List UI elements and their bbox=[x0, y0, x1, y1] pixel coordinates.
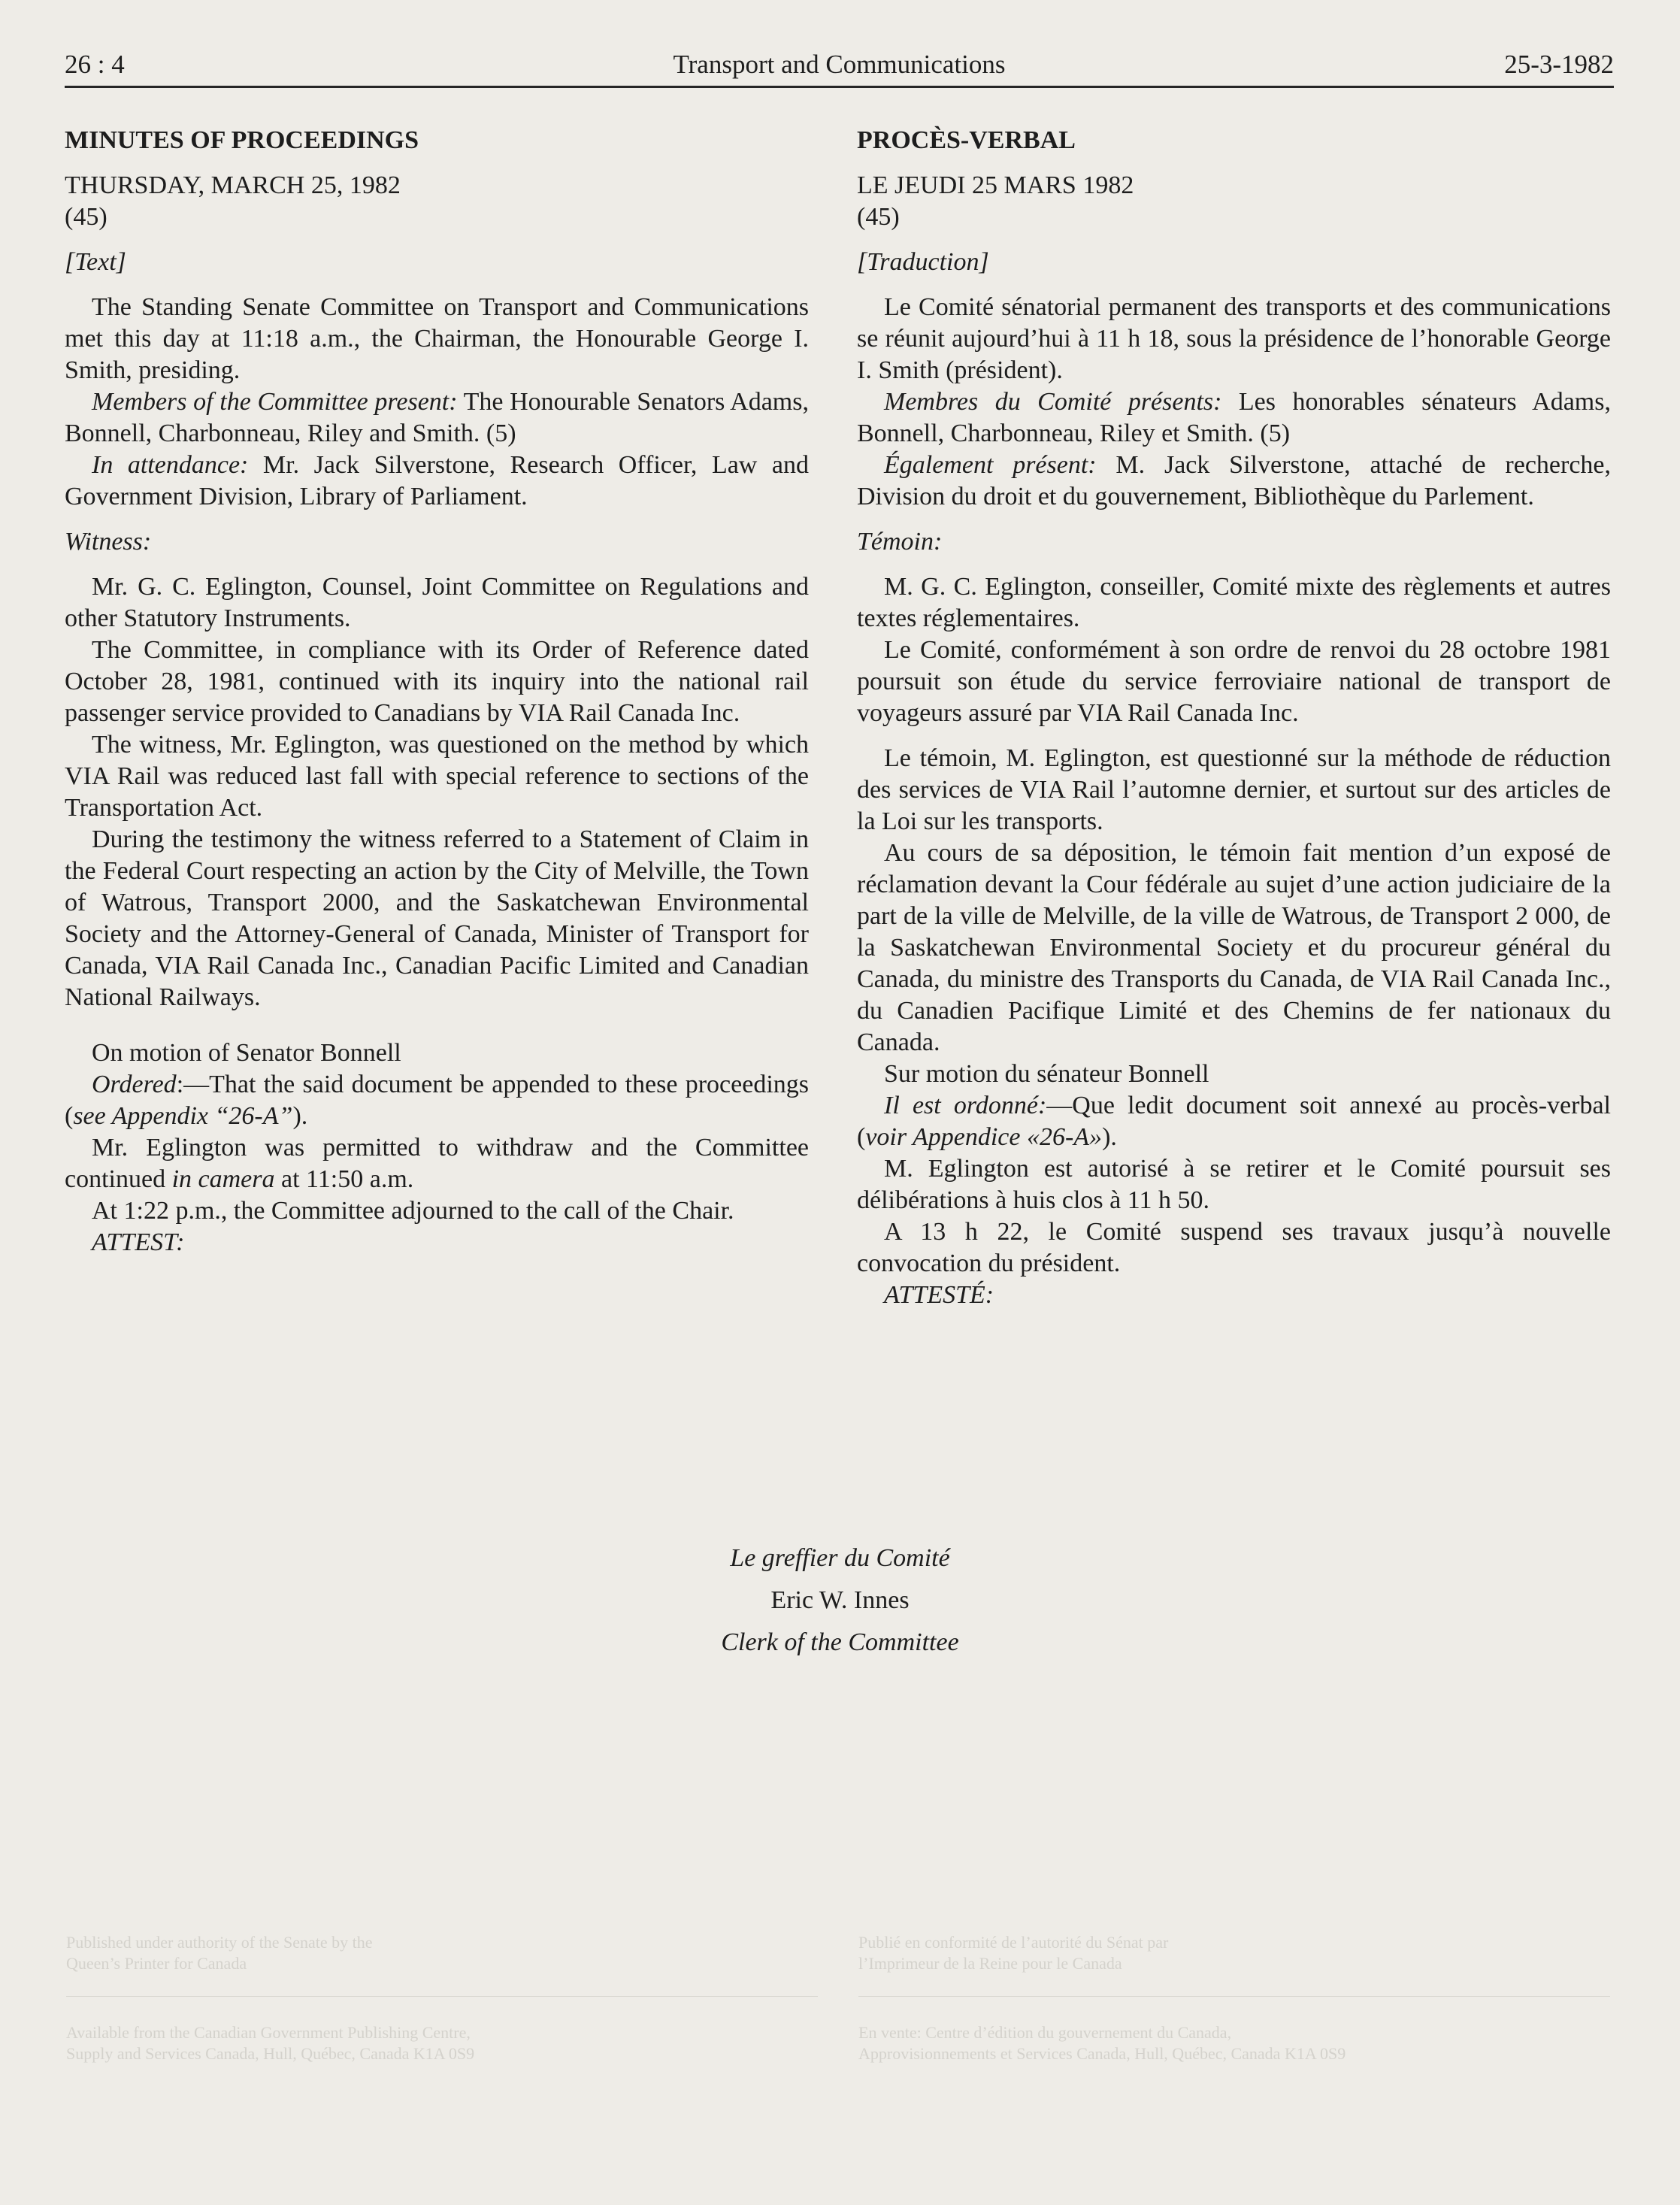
english-para-3: During the testimony the witness referred to a Statement of Claim in the Federal Court respecting an action by the City of Melville, the Town of Watrous, Transport 2000, and the Saskatchewan Environmental Society and the Attorney-General of Canada, Minister of Transport for Canada, VIA Rail Canada Inc., Canadian Pacific Limited and Canadian National Railways. bbox=[65, 825, 809, 1011]
english-witness-label: Witness: bbox=[65, 528, 152, 556]
french-withdraw: M. Eglington est autorisé à se retirer et le Comité poursuit ses délibérations à huis clos à 11 h 50. bbox=[857, 1155, 1611, 1214]
page-header bbox=[65, 44, 1614, 88]
english-withdraw bbox=[65, 1132, 809, 1195]
footer-divider bbox=[858, 1996, 1610, 1997]
footer-divider bbox=[66, 1996, 818, 1997]
english-para-1: The Committee, in compliance with its Order of Reference dated October 28, 1981, continued with its inquiry into the national rail passenger service provided to Canadians by VIA Rail Canada Inc. bbox=[65, 636, 809, 727]
english-sitting-number: (45) bbox=[65, 203, 107, 231]
english-members bbox=[65, 386, 809, 450]
english-appendix-ref: see Appendix “26-A” bbox=[73, 1102, 293, 1130]
footer-fr-line: En vente: Centre d’édition du gouvernement du Canada, bbox=[858, 2023, 1232, 2042]
english-heading: MINUTES OF PROCEEDINGS bbox=[65, 126, 419, 154]
french-column bbox=[857, 125, 1611, 1311]
clerk-title-english: Clerk of the Committee bbox=[721, 1628, 959, 1656]
english-witness-text: Mr. G. C. Eglington, Counsel, Joint Committee on Regulations and other Statutory Instruments. bbox=[65, 573, 809, 632]
english-ordered-label: Ordered bbox=[92, 1071, 177, 1098]
clerk-title-french: Le greffier du Comité bbox=[730, 1544, 950, 1572]
english-opening: The Standing Senate Committee on Transport and Communications met this day at 11:18 a.m., the Chairman, the Honourable George I. Smith, presiding. bbox=[65, 293, 809, 384]
french-attendance-text: M. Jack Silverstone, attaché de recherche, Division du droit et du gouvernement, Bibliothèque du Parlement. bbox=[857, 451, 1612, 510]
english-adjourn: At 1:22 p.m., the Committee adjourned to the call of the Chair. bbox=[92, 1197, 734, 1225]
footer-en-line: Published under authority of the Senate by the bbox=[66, 1933, 373, 1952]
english-ordered bbox=[65, 1069, 809, 1132]
english-in-camera: in camera bbox=[171, 1165, 275, 1193]
french-attendance-label: Également présent: bbox=[884, 451, 1097, 479]
english-ordered-text: :—That the said document be appended to these proceedings ( bbox=[65, 1071, 809, 1130]
footer-en-line: Queen’s Printer for Canada bbox=[66, 1954, 247, 1973]
english-column bbox=[65, 125, 809, 1258]
english-withdraw-time: at 11:50 a.m. bbox=[274, 1165, 414, 1193]
french-para-2: Le témoin, M. Eglington, est questionné sur la méthode de réduction des services de VIA Rail l’automne dernier, et surtout sur des articles de la Loi sur les transports. bbox=[857, 744, 1611, 835]
french-ordered-text: —Que ledit document soit annexé au procès-verbal ( bbox=[857, 1092, 1611, 1151]
french-sitting-number: (45) bbox=[857, 203, 900, 231]
french-heading: PROCÈS-VERBAL bbox=[857, 126, 1076, 154]
english-withdraw-text: Mr. Eglington was permitted to withdraw and the Committee continued bbox=[65, 1134, 809, 1193]
english-date-line: THURSDAY, MARCH 25, 1982 bbox=[65, 171, 401, 199]
french-ordered-close: ). bbox=[1102, 1123, 1117, 1151]
english-members-label: Members of the Committee present: bbox=[92, 388, 458, 416]
french-attest: ATTESTÉ: bbox=[884, 1281, 994, 1309]
footer-fr-line: Publié en conformité de l’autorité du Sénat par bbox=[858, 1933, 1169, 1952]
footer-french-publisher bbox=[858, 1932, 1610, 1974]
clerk-signature-block bbox=[0, 1537, 1680, 1664]
french-appendix-ref: voir Appendice «26-A» bbox=[865, 1123, 1103, 1151]
page-number: 26 : 4 bbox=[65, 50, 125, 79]
footer-english-availability bbox=[66, 2022, 818, 2064]
english-attendance-label: In attendance: bbox=[92, 451, 249, 479]
french-ordered bbox=[857, 1090, 1611, 1153]
french-text-label: [Traduction] bbox=[857, 248, 989, 276]
english-attendance bbox=[65, 450, 809, 513]
english-text-label: [Text] bbox=[65, 248, 126, 276]
english-members-text: The Honourable Senators Adams, Bonnell, Charbonneau, Riley and Smith. (5) bbox=[65, 388, 809, 447]
french-witness-text: M. G. C. Eglington, conseiller, Comité mixte des règlements et autres textes réglementaires. bbox=[857, 573, 1611, 632]
english-para-2: The witness, Mr. Eglington, was questioned on the method by which VIA Rail was reduced last fall with special reference to sections of the Transportation Act. bbox=[65, 731, 809, 822]
footer-french-availability bbox=[858, 2022, 1610, 2064]
english-motion: On motion of Senator Bonnell bbox=[92, 1039, 401, 1067]
issue-date: 25-3-1982 bbox=[1504, 50, 1614, 79]
french-members-label: Membres du Comité présents: bbox=[884, 388, 1222, 416]
clerk-name: Eric W. Innes bbox=[770, 1586, 910, 1614]
footer-fr-line: l’Imprimeur de la Reine pour le Canada bbox=[858, 1954, 1122, 1973]
french-ordered-label: Il est ordonné: bbox=[884, 1092, 1047, 1119]
french-members bbox=[857, 386, 1611, 450]
french-motion: Sur motion du sénateur Bonnell bbox=[884, 1060, 1209, 1088]
french-date-line: LE JEUDI 25 MARS 1982 bbox=[857, 171, 1134, 199]
footer-en-line: Available from the Canadian Government Publishing Centre, bbox=[66, 2023, 471, 2042]
footer-fr-line: Approvisionnements et Services Canada, Hull, Québec, Canada K1A 0S9 bbox=[858, 2044, 1346, 2063]
french-members-text: Les honorables sénateurs Adams, Bonnell, Charbonneau, Riley et Smith. (5) bbox=[857, 388, 1611, 447]
french-para-1: Le Comité, conformément à son ordre de renvoi du 28 octobre 1981 poursuit son étude du service ferroviaire national de transport de voyageurs assuré par VIA Rail Canada Inc. bbox=[857, 636, 1611, 727]
footer-english-publisher bbox=[66, 1932, 818, 1974]
english-attendance-text: Mr. Jack Silverstone, Research Officer, Law and Government Division, Library of Parliament. bbox=[65, 451, 809, 510]
french-witness-label: Témoin: bbox=[857, 528, 943, 556]
english-ordered-close: ). bbox=[292, 1102, 308, 1130]
footer-en-line: Supply and Services Canada, Hull, Québec, Canada K1A 0S9 bbox=[66, 2044, 475, 2063]
french-adjourn: A 13 h 22, le Comité suspend ses travaux jusqu’à nouvelle convocation du président. bbox=[857, 1218, 1611, 1277]
french-opening: Le Comité sénatorial permanent des transports et des communications se réunit aujourd’hui à 11 h 18, sous la présidence de l’honorable George I. Smith (président). bbox=[857, 293, 1611, 384]
running-title: Transport and Communications bbox=[673, 50, 1006, 79]
french-para-3: Au cours de sa déposition, le témoin fait mention d’un exposé de réclamation devant la Cour fédérale au sujet d’une action judiciaire de la part de la ville de Melville, de la ville de Watrous, de Transport 2 000, de la Saskatchewan Environmental Society et du procureur général du Canada, du ministre des Transports du Canada, de VIA Rail Canada Inc., du Canadien Pacifique Limité et des Chemins de fer nationaux du Canada. bbox=[857, 839, 1611, 1056]
english-attest: ATTEST: bbox=[92, 1228, 185, 1256]
french-attendance bbox=[857, 450, 1611, 513]
